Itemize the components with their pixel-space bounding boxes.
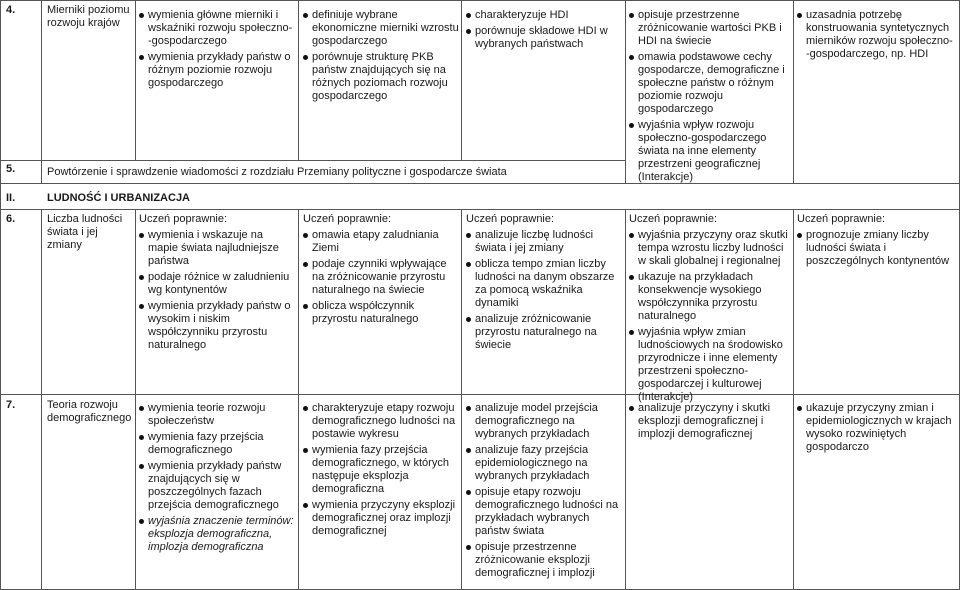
- col-border: [625, 209, 626, 590]
- list-item: uzasadnia potrzebę konstruowania syntetycznych mierników rozwoju społeczno--gospodarczego, np. HDI: [797, 9, 955, 61]
- col-border: [793, 0, 794, 183]
- col-border: [625, 0, 626, 183]
- topic-line: demograficznego: [47, 412, 132, 424]
- review-text: Powtórzenie i sprawdzenie wiadomości z rozdziału Przemiany polityczne i gospodarcze świata: [47, 166, 507, 178]
- requirement-cell: [139, 402, 295, 557]
- requirement-cell: [629, 9, 791, 187]
- col-border: [461, 209, 462, 590]
- requirement-cell: [139, 9, 295, 93]
- list-item: podaje różnice w zaludnieniu wg kontynentów: [139, 271, 295, 297]
- row-border: [0, 209, 960, 210]
- list-item: omawia etapy zaludniania Ziemi: [303, 229, 459, 255]
- list-item: charakteryzuje HDI: [466, 9, 622, 22]
- list-item: oblicza współczynnik przyrostu naturalnego: [303, 300, 459, 326]
- list-item: wymienia przykłady państw znajdujących się w poszczególnych fazach przejścia demograficznego: [139, 460, 295, 512]
- list-item: opisuje przestrzenne zróżnicowanie eksplozji demograficznej i implozji: [466, 541, 622, 580]
- requirement-cell: [629, 402, 791, 444]
- list-item: wyjaśnia znaczenie terminów: eksplozja demograficzna, implozja demograficzna: [139, 515, 295, 554]
- column-heading: Uczeń poprawnie:: [466, 213, 555, 225]
- section-title: LUDNOŚĆ I URBANIZACJA: [47, 192, 190, 204]
- list-item: porównuje strukturę PKB państw znajdujących się na różnych poziomach rozwoju gospodarczego: [303, 51, 459, 103]
- list-item: wymienia i wskazuje na mapie świata najludniejsze państwa: [139, 229, 295, 268]
- list-item: wymienia przykłady państw o wysokim i niskim współczynniku przyrostu naturalnego: [139, 300, 295, 352]
- col-border: [41, 160, 42, 183]
- row-border: [0, 0, 960, 1]
- list-item: analizuje liczbę ludności świata i jej zmiany: [466, 229, 622, 255]
- list-item: porównuje składowe HDI w wybranych państwach: [466, 25, 622, 51]
- column-heading: Uczeń poprawnie:: [797, 213, 886, 225]
- row-number: 7.: [6, 399, 16, 411]
- requirement-cell: [466, 402, 622, 583]
- row-border: [0, 394, 960, 395]
- row-number: 4.: [6, 4, 16, 16]
- list-item: definiuje wybrane ekonomiczne mierniki wzrostu gospodarczego: [303, 9, 459, 48]
- list-item: analizuje model przejścia demograficznego na wybranych przykładach: [466, 402, 622, 441]
- list-item: wymienia przykłady państw o różnym poziomie rozwoju gospodarczego: [139, 51, 295, 90]
- requirement-cell: [797, 213, 955, 271]
- topic-line: Mierniki poziomu: [47, 4, 130, 16]
- list-item: wymienia przyczyny eksplozji demograficznej oraz implozji demograficznej: [303, 499, 459, 538]
- topic-line: Liczba ludności: [47, 213, 123, 225]
- col-border: [135, 0, 136, 160]
- row-border: [0, 183, 960, 184]
- list-item: omawia podstawowe cechy gospodarcze, demograficzne i społeczne państw o różnym poziomie rozwoju gospodarczego: [629, 51, 791, 116]
- requirement-cell: [466, 9, 622, 54]
- requirement-cell: [466, 213, 622, 355]
- list-item: wymienia fazy przejścia demograficznego, w których następuje eksplozja demograficzna: [303, 444, 459, 496]
- topic-cell: [47, 4, 133, 30]
- requirement-cell: [797, 402, 955, 457]
- list-item: wyjaśnia przyczyny oraz skutki tempa wzrostu liczby ludności w skali globalnej i regionalnej: [629, 229, 791, 268]
- list-item: opisuje przestrzenne zróżnicowanie wartości PKB i HDI na świecie: [629, 9, 791, 48]
- topic-line: rozwoju krajów: [47, 17, 120, 29]
- list-item: analizuje fazy przejścia epidemiologicznego na wybranych przykładach: [466, 444, 622, 483]
- row-number: 5.: [6, 163, 16, 175]
- list-item: analizuje zróżnicowanie przyrostu naturalnego na świecie: [466, 313, 622, 352]
- requirement-cell: [303, 9, 459, 106]
- col-border: [41, 0, 42, 160]
- column-heading: Uczeń poprawnie:: [303, 213, 392, 225]
- col-border: [41, 209, 42, 590]
- column-heading: Uczeń poprawnie:: [629, 213, 718, 225]
- list-item: ukazuje na przykładach konsekwencje wysokiego współczynnika przyrostu naturalnego: [629, 271, 791, 323]
- requirement-cell: [303, 402, 459, 541]
- row-number: 6.: [6, 213, 16, 225]
- topic-line: Teoria rozwoju: [47, 399, 118, 411]
- requirement-cell: [629, 213, 791, 407]
- col-border: [793, 209, 794, 590]
- list-item: wymienia fazy przejścia demograficznego: [139, 431, 295, 457]
- col-border: [0, 0, 1, 590]
- list-item: analizuje przyczyny i skutki eksplozji demograficznej i implozji demograficznej: [629, 402, 791, 441]
- requirement-cell: [303, 213, 459, 329]
- col-border: [461, 0, 462, 160]
- list-item: ukazuje przyczyny zmian i epidemiologicznych w krajach wysoko rozwiniętych gospodarczo: [797, 402, 955, 454]
- topic-line: świata i jej zmiany: [47, 226, 98, 251]
- list-item: wyjaśnia wpływ zmian ludnościowych na środowisko przyrodnicze i inne elementy przestrzeni społeczno-gospodarczej i kulturowej (Interakcje): [629, 326, 791, 404]
- topic-cell: [47, 399, 133, 425]
- topic-cell: [47, 213, 133, 252]
- list-item: oblicza tempo zmian liczby ludności na danym obszarze za pomocą wskaźnika dynamiki: [466, 258, 622, 310]
- col-border: [135, 209, 136, 590]
- requirement-cell: [797, 9, 955, 64]
- list-item: opisuje etapy rozwoju demograficznego ludności na przykładach wybranych państw świata: [466, 486, 622, 538]
- section-number: II.: [6, 192, 16, 204]
- list-item: prognozuje zmiany liczby ludności świata i poszczególnych kontynentów: [797, 229, 955, 268]
- column-heading: Uczeń poprawnie:: [139, 213, 228, 225]
- list-item: wymienia teorie rozwoju społeczeństw: [139, 402, 295, 428]
- list-item: podaje czynniki wpływające na zróżnicowanie przyrostu naturalnego na świecie: [303, 258, 459, 297]
- row-border: [0, 160, 625, 161]
- requirement-cell: [139, 213, 295, 355]
- col-border: [298, 0, 299, 160]
- col-border: [298, 209, 299, 590]
- list-item: wymienia główne mierniki i wskaźniki rozwoju społeczno--gospodarczego: [139, 9, 295, 48]
- list-item: charakteryzuje etapy rozwoju demograficznego ludności na postawie wykresu: [303, 402, 459, 441]
- list-item: wyjaśnia wpływ rozwoju społeczno-gospodarczego świata na inne elementy przestrzeni geograficznej (Interakcje): [629, 119, 791, 184]
